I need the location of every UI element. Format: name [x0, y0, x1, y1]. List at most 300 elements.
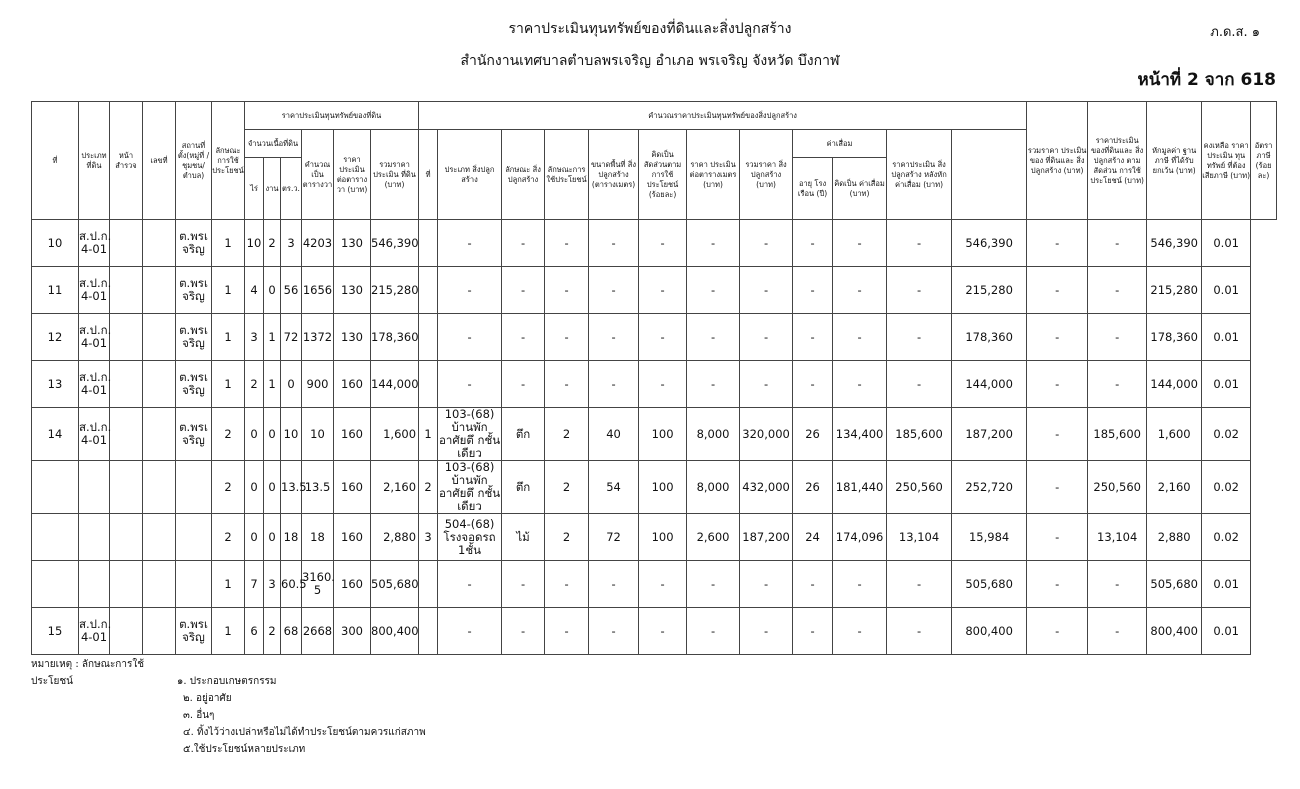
- cell-b-use: -: [545, 314, 589, 361]
- cell-b-age: -: [793, 220, 833, 267]
- col-price-per-sqwa: ราคา ประเมิน ต่อตารางวา (บาท): [334, 130, 371, 220]
- col-grand-total: รวมราคา ประเมินของ ที่ดินและ สิ่งปลูกสร้าง (บาท): [1027, 102, 1088, 220]
- cell-grand: 187,200: [952, 408, 1027, 461]
- col-number: เลขที่: [143, 102, 176, 220]
- cell-location: ต.พรเ จริญ: [176, 361, 212, 408]
- cell-location: [176, 514, 212, 561]
- cell-b-after: -: [887, 561, 952, 608]
- note-item: ๒. อยู่อาศัย: [183, 693, 232, 704]
- cell-rate: 0.01: [1202, 220, 1251, 267]
- cell-land-total: 800,400: [371, 608, 419, 655]
- cell-price: 130: [334, 314, 371, 361]
- cell-b-kind: -: [502, 608, 545, 655]
- cell-use: 1: [212, 361, 245, 408]
- cell-b-total: -: [740, 314, 793, 361]
- cell-b-depr: -: [833, 608, 887, 655]
- cell-rate: 0.01: [1202, 314, 1251, 361]
- cell-location: ต.พรเ จริญ: [176, 220, 212, 267]
- cell-b-after: -: [887, 267, 952, 314]
- cell-price: 130: [334, 267, 371, 314]
- col-ratio-value: ราคาประเมิน ของที่ดินและ สิ่งปลูกสร้าง ตามสัดส่วน การใช้ประโยชน์ (บาท): [1088, 102, 1147, 220]
- cell-rai: 2: [245, 361, 264, 408]
- cell-rai: 6: [245, 608, 264, 655]
- page-number: หน้าที่ 2 จาก 618: [1137, 70, 1276, 90]
- cell-b-type: 103-(68) บ้านพักอาศัยตึ กชั้นเดียว: [438, 460, 501, 513]
- cell-land-type: ส.ป.ก. 4-01: [79, 608, 110, 655]
- cell-b-area: -: [589, 608, 639, 655]
- cell-b-kind: -: [502, 314, 545, 361]
- cell-b-use: 2: [545, 408, 589, 461]
- cell-sqwa: 18: [281, 514, 302, 561]
- cell-survey-page: [110, 220, 143, 267]
- cell-no: 11: [32, 267, 79, 314]
- table-row: [32, 461, 1277, 514]
- cell-b-after: -: [887, 608, 952, 655]
- cell-ratio-val: -: [1027, 514, 1088, 561]
- cell-b-kind: -: [502, 561, 545, 608]
- assessment-table: [31, 101, 1277, 655]
- cell-price: 160: [334, 514, 371, 561]
- note-item: ๕.ใช้ประโยชน์หลายประเภท: [183, 744, 306, 755]
- cell-b-type: -: [438, 608, 502, 655]
- cell-b-price: -: [687, 220, 740, 267]
- cell-b-ratio: -: [639, 561, 687, 608]
- cell-land-total: 1,600: [371, 408, 419, 461]
- cell-b-kind: -: [502, 267, 545, 314]
- cell-ngan: 2: [264, 220, 281, 267]
- cell-remain: 178,360: [1147, 314, 1202, 361]
- cell-rai: 10: [245, 220, 264, 267]
- col-remaining: คงเหลือ ราคาประเมิน ทุนทรัพย์ ที่ต้องเสียภาษี (บาท): [1202, 102, 1251, 220]
- cell-use: 2: [212, 514, 245, 561]
- cell-land-type: ส.ป.ก. 4-01: [79, 361, 110, 408]
- cell-b-ratio: 100: [639, 514, 687, 561]
- cell-price: 160: [334, 408, 371, 461]
- cell-ratio-val: -: [1027, 314, 1088, 361]
- cell-number: [143, 267, 176, 314]
- cell-remain: 505,680: [1147, 561, 1202, 608]
- cell-b-type: -: [438, 561, 502, 608]
- cell-price: 130: [334, 220, 371, 267]
- cell-b-type: -: [438, 314, 502, 361]
- cell-b-total: -: [740, 361, 793, 408]
- cell-rate: 0.02: [1202, 514, 1251, 561]
- col-building-age: อายุ โรงเรือน (ปี): [793, 158, 833, 220]
- group-depreciation: ค่าเสื่อม: [793, 130, 887, 158]
- cell-b-type: 504-(68) โรงจอดรถ 1ชั้น: [438, 514, 502, 561]
- cell-b-no: [419, 267, 438, 314]
- table-row: [32, 408, 1277, 461]
- cell-b-area: -: [589, 314, 639, 361]
- form-code: ภ.ด.ส. ๑: [1210, 25, 1260, 40]
- cell-land-type: [79, 561, 110, 608]
- cell-ratio-val: -: [1027, 608, 1088, 655]
- cell-b-price: -: [687, 361, 740, 408]
- cell-rai: 4: [245, 267, 264, 314]
- notes-label: หมายเหตุ : ลักษณะการใช้ประโยชน์: [31, 659, 145, 687]
- col-building-price-sqm: ราคา ประเมิน ต่อตารางเมตร (บาท): [687, 130, 740, 220]
- cell-sqwa-total: 1372: [302, 314, 334, 361]
- cell-sqwa-total: 900: [302, 361, 334, 408]
- cell-number: [143, 608, 176, 655]
- cell-survey-page: [110, 461, 143, 514]
- cell-b-price: 8,000: [687, 408, 740, 461]
- cell-land-type: ส.ป.ก. 4-01: [79, 408, 110, 461]
- cell-grand: 252,720: [952, 461, 1027, 514]
- cell-b-use: -: [545, 608, 589, 655]
- cell-sqwa-total: 2668: [302, 608, 334, 655]
- cell-b-no: [419, 561, 438, 608]
- cell-deduct: -: [1088, 561, 1147, 608]
- cell-b-depr: -: [833, 561, 887, 608]
- cell-b-no: [419, 220, 438, 267]
- cell-b-depr: -: [833, 220, 887, 267]
- cell-b-total: 320,000: [740, 408, 793, 461]
- cell-use: 2: [212, 461, 245, 514]
- cell-b-no: [419, 314, 438, 361]
- cell-b-total: 432,000: [740, 461, 793, 514]
- cell-b-use: -: [545, 267, 589, 314]
- cell-b-depr: -: [833, 361, 887, 408]
- cell-no: 12: [32, 314, 79, 361]
- cell-number: [143, 314, 176, 361]
- cell-survey-page: [110, 561, 143, 608]
- cell-deduct: -: [1088, 314, 1147, 361]
- cell-b-total: -: [740, 561, 793, 608]
- cell-sqwa: 10: [281, 408, 302, 461]
- table-row: [32, 561, 1277, 608]
- cell-b-after: -: [887, 314, 952, 361]
- cell-b-ratio: -: [639, 267, 687, 314]
- cell-land-total: 546,390: [371, 220, 419, 267]
- cell-sqwa-total: 18: [302, 514, 334, 561]
- cell-b-type: -: [438, 361, 502, 408]
- note-item: ๓. อื่นๆ: [183, 710, 215, 721]
- cell-b-age: -: [793, 608, 833, 655]
- cell-b-no: [419, 361, 438, 408]
- cell-number: [143, 220, 176, 267]
- cell-remain: 1,600: [1147, 408, 1202, 461]
- cell-no: 10: [32, 220, 79, 267]
- cell-ngan: 3: [264, 561, 281, 608]
- cell-land-total: 505,680: [371, 561, 419, 608]
- cell-land-type: ส.ป.ก. 4-01: [79, 220, 110, 267]
- cell-deduct: -: [1088, 267, 1147, 314]
- cell-ratio-val: -: [1027, 408, 1088, 461]
- cell-b-use: 2: [545, 514, 589, 561]
- cell-b-type: 103-(68) บ้านพักอาศัยตึ กชั้นเดียว: [438, 407, 501, 460]
- cell-land-type: [79, 514, 110, 561]
- cell-survey-page: [110, 361, 143, 408]
- cell-remain: 144,000: [1147, 361, 1202, 408]
- cell-grand: 15,984: [952, 514, 1027, 561]
- cell-use: 2: [212, 408, 245, 461]
- cell-b-use: -: [545, 361, 589, 408]
- cell-b-age: 26: [793, 408, 833, 461]
- cell-b-no: 1: [419, 408, 438, 461]
- cell-b-area: -: [589, 561, 639, 608]
- col-land-type: ประเภท ที่ดิน: [79, 102, 110, 220]
- cell-land-total: 2,880: [371, 514, 419, 561]
- cell-b-kind: -: [502, 220, 545, 267]
- cell-use: 1: [212, 561, 245, 608]
- col-building-depr: คิดเป็น ค่าเสื่อม (บาท): [833, 158, 887, 220]
- cell-b-age: -: [793, 361, 833, 408]
- cell-b-age: -: [793, 267, 833, 314]
- cell-number: [143, 361, 176, 408]
- cell-b-price: 8,000: [687, 461, 740, 514]
- col-building-kind: ลักษณะ สิ่งปลูกสร้าง: [502, 130, 545, 220]
- cell-b-age: 26: [793, 461, 833, 514]
- notes-section: [31, 656, 426, 758]
- cell-b-kind: ตึก: [502, 408, 545, 461]
- cell-remain: 2,880: [1147, 514, 1202, 561]
- cell-b-use: -: [545, 220, 589, 267]
- cell-rate: 0.01: [1202, 267, 1251, 314]
- cell-b-total: 187,200: [740, 514, 793, 561]
- cell-ratio-val: -: [1027, 461, 1088, 514]
- cell-survey-page: [110, 267, 143, 314]
- cell-b-area: 72: [589, 514, 639, 561]
- group-building: คำนวณราคาประเมินทุนทรัพย์ของสิ่งปลูกสร้าง: [419, 102, 1027, 130]
- cell-b-area: -: [589, 220, 639, 267]
- table-row: [32, 267, 1277, 314]
- cell-b-after: -: [887, 361, 952, 408]
- cell-ratio-val: -: [1027, 561, 1088, 608]
- cell-number: [143, 561, 176, 608]
- cell-land-type: [79, 461, 110, 514]
- cell-price: 160: [334, 561, 371, 608]
- col-building-no: ที่: [419, 130, 438, 220]
- cell-ngan: 2: [264, 608, 281, 655]
- cell-land-type: ส.ป.ก. 4-01: [79, 267, 110, 314]
- col-rai: ไร่: [245, 158, 264, 220]
- cell-land-type: ส.ป.ก. 4-01: [79, 314, 110, 361]
- cell-deduct: 185,600: [1088, 408, 1147, 461]
- cell-b-total: -: [740, 608, 793, 655]
- cell-sqwa-total: 13.5: [302, 461, 334, 514]
- cell-sqwa-total: 4203: [302, 220, 334, 267]
- cell-b-after: 250,560: [887, 461, 952, 514]
- cell-no: 15: [32, 608, 79, 655]
- cell-use: 1: [212, 608, 245, 655]
- cell-deduct: -: [1088, 361, 1147, 408]
- col-ngan: งาน: [264, 158, 281, 220]
- cell-sqwa: 60.5: [281, 561, 302, 608]
- col-building-use: ลักษณะการ ใช้ประโยชน์: [545, 130, 589, 220]
- cell-location: ต.พรเ จริญ: [176, 267, 212, 314]
- cell-b-depr: -: [833, 267, 887, 314]
- cell-deduct: -: [1088, 220, 1147, 267]
- cell-location: ต.พรเ จริญ: [176, 608, 212, 655]
- cell-b-after: 185,600: [887, 408, 952, 461]
- col-sqwa-total: คำนวณ เป็น ตารางวา: [302, 130, 334, 220]
- cell-sqwa: 72: [281, 314, 302, 361]
- cell-b-kind: ตึก: [502, 461, 545, 514]
- cell-ratio-val: -: [1027, 267, 1088, 314]
- cell-land-total: 144,000: [371, 361, 419, 408]
- cell-b-area: -: [589, 361, 639, 408]
- cell-number: [143, 514, 176, 561]
- col-survey-page: หน้า สำรวจ: [110, 102, 143, 220]
- cell-b-ratio: 100: [639, 408, 687, 461]
- cell-b-price: -: [687, 314, 740, 361]
- cell-b-total: -: [740, 220, 793, 267]
- cell-rai: 0: [245, 514, 264, 561]
- cell-b-ratio: -: [639, 314, 687, 361]
- table-row: [32, 608, 1277, 655]
- cell-b-no: [419, 608, 438, 655]
- cell-location: [176, 461, 212, 514]
- cell-sqwa: 0: [281, 361, 302, 408]
- cell-deduct: 13,104: [1088, 514, 1147, 561]
- cell-rate: 0.01: [1202, 608, 1251, 655]
- cell-sqwa-total: 1656: [302, 267, 334, 314]
- cell-b-ratio: -: [639, 608, 687, 655]
- cell-rai: 3: [245, 314, 264, 361]
- cell-price: 160: [334, 361, 371, 408]
- col-building-after-depr: ราคาประเมิน สิ่งปลูกสร้าง หลังหัก ค่าเสื่อม (บาท): [887, 130, 952, 220]
- cell-b-kind: ไม้: [502, 514, 545, 561]
- col-no: ที่: [32, 102, 79, 220]
- col-building-type: ประเภท สิ่งปลูกสร้าง: [438, 130, 502, 220]
- group-land: ราคาประเมินทุนทรัพย์ของที่ดิน: [245, 102, 419, 130]
- col-building-area: ขนาดพื้นที่ สิ่งปลูกสร้าง (ตารางเมตร): [589, 130, 639, 220]
- cell-sqwa: 56: [281, 267, 302, 314]
- cell-number: [143, 408, 176, 461]
- cell-rai: 7: [245, 561, 264, 608]
- cell-grand: 215,280: [952, 267, 1027, 314]
- report-subtitle: สำนักงานเทศบาลตำบลพรเจริญ อำเภอ พรเจริญ จังหวัด บึงกาฬ: [460, 53, 840, 69]
- cell-ngan: 0: [264, 461, 281, 514]
- col-sqwa: ตร.ว.: [281, 158, 302, 220]
- cell-b-age: -: [793, 314, 833, 361]
- cell-rai: 0: [245, 408, 264, 461]
- table-row: [32, 314, 1277, 361]
- cell-ratio-val: -: [1027, 361, 1088, 408]
- cell-b-ratio: 100: [639, 461, 687, 514]
- cell-land-total: 2,160: [371, 461, 419, 514]
- table-row: [32, 361, 1277, 408]
- cell-b-use: -: [545, 561, 589, 608]
- cell-b-type: -: [438, 220, 502, 267]
- cell-no: 14: [32, 408, 79, 461]
- cell-sqwa: 13.5: [281, 461, 302, 514]
- cell-b-price: -: [687, 561, 740, 608]
- cell-b-price: -: [687, 608, 740, 655]
- cell-b-after: -: [887, 220, 952, 267]
- cell-location: ต.พรเ จริญ: [176, 314, 212, 361]
- cell-rate: 0.02: [1202, 408, 1251, 461]
- cell-number: [143, 461, 176, 514]
- cell-b-area: 40: [589, 408, 639, 461]
- cell-deduct: -: [1088, 608, 1147, 655]
- cell-ngan: 1: [264, 314, 281, 361]
- cell-b-price: 2,600: [687, 514, 740, 561]
- cell-rate: 0.01: [1202, 561, 1251, 608]
- cell-ngan: 0: [264, 408, 281, 461]
- cell-b-area: -: [589, 267, 639, 314]
- cell-deduct: 250,560: [1088, 461, 1147, 514]
- cell-no: [32, 514, 79, 561]
- cell-grand: 178,360: [952, 314, 1027, 361]
- cell-b-ratio: -: [639, 220, 687, 267]
- cell-sqwa: 68: [281, 608, 302, 655]
- table-row: [32, 220, 1277, 267]
- cell-price: 160: [334, 461, 371, 514]
- cell-b-use: 2: [545, 461, 589, 514]
- cell-rate: 0.01: [1202, 361, 1251, 408]
- cell-b-price: -: [687, 267, 740, 314]
- cell-survey-page: [110, 608, 143, 655]
- cell-b-no: 2: [419, 461, 438, 514]
- note-item: ๑. ประกอบเกษตรกรรม: [177, 676, 277, 687]
- cell-ratio-val: -: [1027, 220, 1088, 267]
- cell-use: 1: [212, 220, 245, 267]
- cell-ngan: 1: [264, 361, 281, 408]
- cell-b-age: -: [793, 561, 833, 608]
- cell-use: 1: [212, 267, 245, 314]
- col-tax-rate: อัตราภาษี (ร้อยละ): [1251, 102, 1277, 220]
- cell-remain: 546,390: [1147, 220, 1202, 267]
- col-location: สถานที่ ตั้ง(หมู่ที่ /ชุมชน/ ตำบล): [176, 102, 212, 220]
- cell-use: 1: [212, 314, 245, 361]
- cell-b-depr: -: [833, 314, 887, 361]
- cell-location: [176, 561, 212, 608]
- col-use-type: ลักษณะ การใช้ ประโยชน์: [212, 102, 245, 220]
- cell-b-after: 13,104: [887, 514, 952, 561]
- col-deduction: หักมูลค่า ฐานภาษี ที่ได้รับ ยกเว้น (บาท): [1147, 102, 1202, 220]
- cell-b-no: 3: [419, 514, 438, 561]
- cell-b-area: 54: [589, 461, 639, 514]
- cell-location: ต.พรเ จริญ: [176, 408, 212, 461]
- cell-grand: 546,390: [952, 220, 1027, 267]
- col-building-ratio: คิดเป็น สัดส่วนตาม การใช้ ประโยชน์ (ร้อยละ): [639, 130, 687, 220]
- col-land-total: รวมราคา ประเมิน ที่ดิน (บาท): [371, 130, 419, 220]
- cell-land-total: 215,280: [371, 267, 419, 314]
- cell-b-depr: 181,440: [833, 461, 887, 514]
- cell-remain: 2,160: [1147, 461, 1202, 514]
- cell-rai: 0: [245, 461, 264, 514]
- cell-b-age: 24: [793, 514, 833, 561]
- cell-b-type: -: [438, 267, 502, 314]
- cell-survey-page: [110, 408, 143, 461]
- cell-rate: 0.02: [1202, 461, 1251, 514]
- cell-b-total: -: [740, 267, 793, 314]
- report-title: ราคาประเมินทุนทรัพย์ของที่ดินและสิ่งปลูกสร้าง: [508, 21, 792, 37]
- cell-price: 300: [334, 608, 371, 655]
- cell-no: [32, 561, 79, 608]
- cell-no: [32, 461, 79, 514]
- table-row: [32, 514, 1277, 561]
- cell-b-ratio: -: [639, 361, 687, 408]
- cell-ngan: 0: [264, 514, 281, 561]
- group-area: จำนวนเนื้อที่ดิน: [245, 130, 302, 158]
- cell-ngan: 0: [264, 267, 281, 314]
- cell-no: 13: [32, 361, 79, 408]
- cell-b-kind: -: [502, 361, 545, 408]
- cell-remain: 215,280: [1147, 267, 1202, 314]
- note-item: ๔. ทิ้งไว้ว่างเปล่าหรือไม่ได้ทำประโยชน์ตามควรแก่สภาพ: [183, 727, 426, 738]
- cell-grand: 505,680: [952, 561, 1027, 608]
- cell-sqwa-total: 3160. 5: [302, 561, 334, 608]
- cell-land-total: 178,360: [371, 314, 419, 361]
- cell-sqwa: 3: [281, 220, 302, 267]
- col-building-total: รวมราคา สิ่งปลูกสร้าง (บาท): [740, 130, 793, 220]
- cell-b-depr: 174,096: [833, 514, 887, 561]
- cell-survey-page: [110, 514, 143, 561]
- cell-sqwa-total: 10: [302, 408, 334, 461]
